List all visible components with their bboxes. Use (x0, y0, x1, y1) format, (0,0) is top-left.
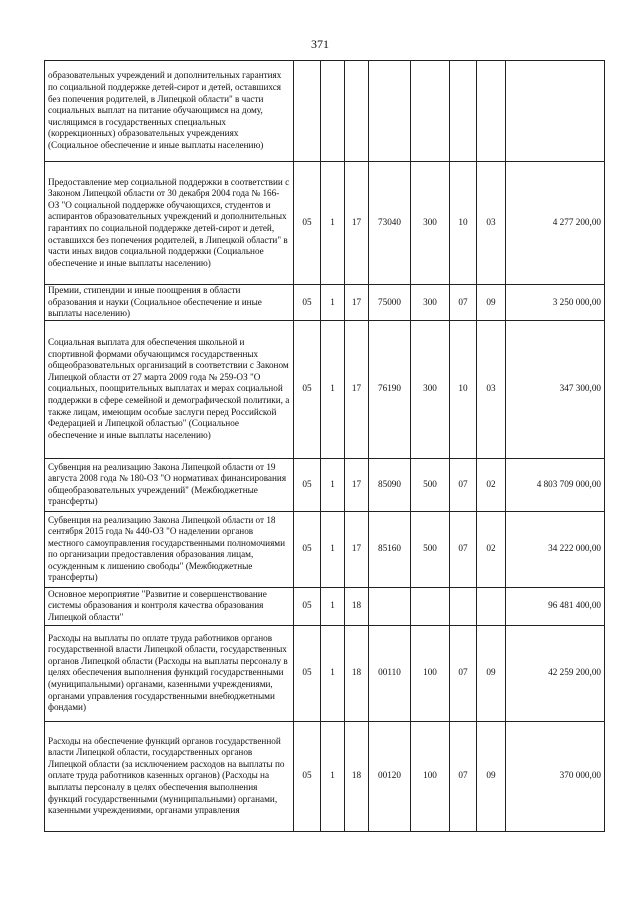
row-chapter-code: 07 (450, 285, 477, 321)
row-amount: 347 300,00 (506, 320, 605, 458)
row-direction-code: 73040 (369, 162, 411, 285)
row-subprogram-code: 1 (321, 458, 345, 511)
table-row (45, 721, 605, 831)
row-subchapter-code (477, 61, 506, 162)
row-chapter-code: 07 (450, 458, 477, 511)
row-expense-type-code: 100 (411, 721, 450, 831)
row-event-code: 18 (345, 587, 369, 625)
row-subchapter-code (477, 587, 506, 625)
row-section-code: 05 (294, 625, 321, 721)
row-expense-type-code: 500 (411, 458, 450, 511)
row-description: Субвенция на реализацию Закона Липецкой области от 19 августа 2008 года № 180-ОЗ "О нормативах финансирования общеобразовательных учреждений" (Межбюджетные трансферты) (45, 458, 294, 511)
budget-table (44, 60, 605, 832)
row-amount: 34 222 000,00 (506, 511, 605, 587)
row-event-code: 17 (345, 458, 369, 511)
row-event-code: 18 (345, 721, 369, 831)
row-direction-code: 76190 (369, 320, 411, 458)
row-description: Расходы на выплаты по оплате труда работников органов государственной власти Липецкой области, государственных органов Липецкой области (Расходы на выплаты персоналу в целях обеспечения выполнения функций государственными (муниципальными) органами, казенными учреждениями, органами управления государственными внебюджетными фондами) (45, 625, 294, 721)
row-direction-code: 85160 (369, 511, 411, 587)
row-expense-type-code: 300 (411, 162, 450, 285)
row-subprogram-code: 1 (321, 587, 345, 625)
row-event-code: 17 (345, 162, 369, 285)
row-amount: 42 259 200,00 (506, 625, 605, 721)
row-event-code: 18 (345, 625, 369, 721)
row-subchapter-code: 09 (477, 721, 506, 831)
row-expense-type-code (411, 61, 450, 162)
row-event-code: 17 (345, 285, 369, 321)
row-section-code: 05 (294, 320, 321, 458)
table-row (45, 61, 605, 162)
table-row (45, 587, 605, 625)
row-section-code: 05 (294, 458, 321, 511)
row-direction-code: 85090 (369, 458, 411, 511)
row-description: Основное мероприятие "Развитие и совершенствование системы образования и контроля качества образования Липецкой области" (45, 587, 294, 625)
row-subchapter-code: 03 (477, 320, 506, 458)
row-chapter-code: 07 (450, 511, 477, 587)
row-direction-code: 00120 (369, 721, 411, 831)
row-description: образовательных учреждений и дополнительных гарантиях по социальной поддержке детей-сирот и детей, оставшихся без попечения родителей, в Липецкой области" в части социальных выплат на питание обучающимся на дому, числящимся в государственных специальных (коррекционных) образовательных учреждениях (Социальное обеспечение и иные выплаты населению) (45, 61, 294, 162)
row-amount: 370 000,00 (506, 721, 605, 831)
row-section-code (294, 61, 321, 162)
row-chapter-code: 07 (450, 721, 477, 831)
row-expense-type-code: 500 (411, 511, 450, 587)
table-row (45, 511, 605, 587)
row-description: Социальная выплата для обеспечения школьной и спортивной формами обучающимся государственных общеобразовательных организаций в соответствии с Законом Липецкой области от 27 марта 2009 года № 259-ОЗ "О социальных, поощрительных выплатах и мерах социальной поддержки в сфере семейной и демографической политики, а также лицам, имеющим особые заслуги перед Российской Федерацией и Липецкой областью" (Социальное обеспечение и иные выплаты населению) (45, 320, 294, 458)
row-amount: 96 481 400,00 (506, 587, 605, 625)
row-expense-type-code: 100 (411, 625, 450, 721)
row-expense-type-code: 300 (411, 320, 450, 458)
row-subchapter-code: 09 (477, 625, 506, 721)
row-chapter-code: 10 (450, 320, 477, 458)
row-subchapter-code: 02 (477, 511, 506, 587)
table-row (45, 458, 605, 511)
row-subprogram-code: 1 (321, 625, 345, 721)
row-subchapter-code: 03 (477, 162, 506, 285)
row-amount: 4 277 200,00 (506, 162, 605, 285)
row-amount: 4 803 709 000,00 (506, 458, 605, 511)
row-amount: 3 250 000,00 (506, 285, 605, 321)
row-section-code: 05 (294, 285, 321, 321)
row-event-code: 17 (345, 320, 369, 458)
row-description: Расходы на обеспечение функций органов государственной власти Липецкой области, государственных органов Липецкой области (за исключением расходов на выплаты по оплате труда работников казенных органов) (Расходы на выплаты персоналу в целях обеспечения выполнения функций государственными (муниципальными) органами, казенными учреждениями, органами управления (45, 721, 294, 831)
row-direction-code: 00110 (369, 625, 411, 721)
table-row (45, 320, 605, 458)
row-section-code: 05 (294, 587, 321, 625)
table-row (45, 285, 605, 321)
row-subprogram-code: 1 (321, 320, 345, 458)
row-chapter-code: 07 (450, 625, 477, 721)
row-section-code: 05 (294, 511, 321, 587)
row-subprogram-code: 1 (321, 721, 345, 831)
row-description: Премии, стипендии и иные поощрения в области образования и науки (Социальное обеспечение и иные выплаты населению) (45, 285, 294, 321)
row-direction-code (369, 61, 411, 162)
row-subprogram-code: 1 (321, 511, 345, 587)
row-description: Предоставление мер социальной поддержки в соответствии с Законом Липецкой области от 30 декабря 2004 года № 166-ОЗ "О социальной поддержке обучающихся, студентов и аспирантов образовательных учреждений и дополнительных гарантиях по социальной поддержке детей-сирот и детей, оставшихся без попечения родителей, в Липецкой области" в части иных видов социальной поддержки (Социальное обеспечение и иные выплаты населению) (45, 162, 294, 285)
row-subchapter-code: 09 (477, 285, 506, 321)
row-event-code: 17 (345, 511, 369, 587)
table-row (45, 625, 605, 721)
row-chapter-code (450, 587, 477, 625)
row-description: Субвенция на реализацию Закона Липецкой области от 18 сентября 2015 года № 440-ОЗ "О наделении органов местного самоуправления государственными полномочиями по организации предоставления образования лицам, осужденным к лишению свободы" (Межбюджетные трансферты) (45, 511, 294, 587)
row-section-code: 05 (294, 162, 321, 285)
row-direction-code: 75000 (369, 285, 411, 321)
row-direction-code (369, 587, 411, 625)
page-number: 371 (311, 37, 329, 51)
row-amount (506, 61, 605, 162)
row-event-code (345, 61, 369, 162)
row-subprogram-code (321, 61, 345, 162)
table-row (45, 162, 605, 285)
row-subprogram-code: 1 (321, 162, 345, 285)
row-subprogram-code: 1 (321, 285, 345, 321)
row-section-code: 05 (294, 721, 321, 831)
row-subchapter-code: 02 (477, 458, 506, 511)
row-chapter-code (450, 61, 477, 162)
row-expense-type-code: 300 (411, 285, 450, 321)
row-expense-type-code (411, 587, 450, 625)
row-chapter-code: 10 (450, 162, 477, 285)
